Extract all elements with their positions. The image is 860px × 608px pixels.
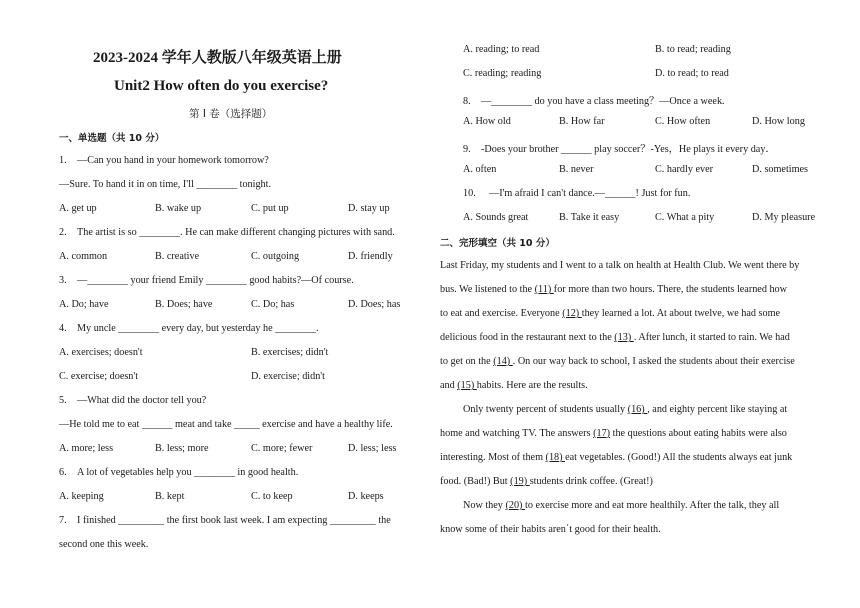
passage-text: to eat and exercise. Everyone [440, 308, 563, 319]
option-b[interactable]: B. to read; reading [655, 44, 731, 55]
option-d[interactable]: D. friendly [348, 251, 393, 262]
option-c[interactable]: C. to keep [251, 491, 293, 502]
question-stem: A lot of vegetables help you ________ in good health. [77, 467, 299, 478]
option-c[interactable]: C. hardly ever [655, 164, 713, 175]
question-1-line2: —Sure. To hand it in on time, I'll ________ tonight. [59, 179, 272, 190]
option-b[interactable]: B. never [559, 164, 594, 175]
passage-text: for more than two hours. There, the students learned how [553, 284, 788, 295]
blank-14[interactable]: (14) [493, 356, 513, 367]
option-b[interactable]: B. kept [155, 491, 185, 502]
passage-line [440, 428, 787, 439]
passage-line: know some of their habits aren΄t good for their health. [440, 524, 661, 535]
option-b[interactable]: B. less; more [155, 443, 209, 454]
option-c[interactable]: C. What a pity [655, 212, 715, 223]
question-number: 7. [59, 515, 67, 526]
question-number: 4. [59, 323, 67, 334]
question-stem: —Can you hand in your homework tomorrow? [77, 155, 269, 166]
blank-19[interactable]: (19) [510, 476, 530, 487]
passage-text: and [440, 380, 458, 391]
option-c[interactable]: C. exercise; doesn't [59, 371, 139, 382]
section1-heading: 一、单选题（共 10 分） [59, 133, 165, 144]
option-a[interactable]: A. common [59, 251, 108, 262]
question-7-line2: second one this week. [59, 539, 149, 550]
option-b[interactable]: B. How far [559, 116, 605, 127]
passage-text: students drink coffee. (Great!) [529, 476, 653, 487]
passage-text: delicious food in the restaurant next to the [440, 332, 615, 343]
option-c[interactable]: C. put up [251, 203, 289, 214]
passage-line [440, 452, 792, 463]
passage-text: to exercise more and eat more healthily. After the talk, they all [524, 500, 780, 511]
passage-text: . After lunch, it started to rain. We had [633, 332, 790, 343]
question-10 [463, 188, 690, 199]
blank-13[interactable]: (13) [614, 332, 634, 343]
blank-17[interactable]: (17) [593, 428, 611, 439]
option-d[interactable]: D. to read; to read [655, 68, 729, 79]
passage-text: to get on the [440, 356, 494, 367]
passage-line: Last Friday, my students and I went to a talk on health at Health Club. We went there by [440, 260, 800, 271]
option-a[interactable]: A. reading; to read [463, 44, 540, 55]
option-b[interactable]: B. creative [155, 251, 200, 262]
question-6 [59, 467, 298, 478]
option-a[interactable]: A. Sounds great [463, 212, 529, 223]
passage-text: . On our way back to school, I asked the students about their exercise [512, 356, 795, 367]
question-4 [59, 323, 319, 334]
paper-title: 2023-2024 学年人教版八年级英语上册 [93, 50, 342, 66]
question-5 [59, 395, 206, 406]
option-a[interactable]: A. How old [463, 116, 511, 127]
passage-text: food. (Bad!) But [440, 476, 511, 487]
question-number: 8. [463, 96, 471, 107]
blank-15[interactable]: (15) [457, 380, 477, 391]
option-d[interactable]: D. keeps [348, 491, 384, 502]
question-number: 6. [59, 467, 67, 478]
option-a[interactable]: A. keeping [59, 491, 104, 502]
option-b[interactable]: B. Does; have [155, 299, 213, 310]
question-stem: -Does your brother ______ play soccer？-Yes，He plays it every day． [481, 144, 776, 155]
passage-text: , and eighty percent like staying at [647, 404, 788, 415]
question-number: 10. [463, 188, 476, 199]
option-c[interactable]: C. more; fewer [251, 443, 313, 454]
passage-line [440, 356, 795, 367]
section2-heading: 二、完形填空（共 10 分） [440, 238, 555, 249]
option-a[interactable]: A. Do; have [59, 299, 109, 310]
blank-16[interactable]: (16) [627, 404, 648, 415]
passage-line [440, 308, 780, 319]
option-a[interactable]: A. get up [59, 203, 97, 214]
option-a[interactable]: A. exercises; doesn't [59, 347, 143, 358]
question-stem: —________ do you have a class meeting？—Once a week. [481, 96, 725, 107]
option-a[interactable]: A. often [463, 164, 497, 175]
passage-line [440, 332, 790, 343]
passage-text: bus. We listened to the [440, 284, 535, 295]
option-d[interactable]: D. My pleasure [752, 212, 816, 223]
blank-11[interactable]: (11) [534, 284, 554, 295]
question-number: 5. [59, 395, 67, 406]
option-d[interactable]: D. exercise; didn't [251, 371, 325, 382]
option-a[interactable]: A. more; less [59, 443, 114, 454]
question-stem: —I'm afraid I can't dance.—______! Just for fun. [489, 188, 691, 199]
question-2 [59, 227, 395, 238]
option-b[interactable]: B. exercises; didn't [251, 347, 329, 358]
passage-text: Now they [463, 500, 506, 511]
question-9 [463, 140, 776, 155]
question-1 [59, 155, 269, 166]
question-stem: My uncle ________ every day, but yesterday he ________. [77, 323, 319, 334]
passage-text: eat vegetables. (Good!) All the students always eat junk [565, 452, 793, 463]
option-d[interactable]: D. stay up [348, 203, 390, 214]
option-d[interactable]: D. How long [752, 116, 805, 127]
option-c[interactable]: C. Do; has [251, 299, 295, 310]
passage-text: habits. Here are the results. [476, 380, 588, 391]
option-b[interactable]: B. Take it easy [559, 212, 620, 223]
question-number: 3. [59, 275, 67, 286]
passage-line [440, 284, 787, 295]
question-stem: —________ your friend Emily ________ good habits?—Of course. [77, 275, 354, 286]
volume-heading: 第 I 卷（选择题） [189, 108, 273, 120]
option-d[interactable]: D. less; less [348, 443, 397, 454]
passage-text: Only twenty percent of students usually [463, 404, 628, 415]
question-number: 9. [463, 144, 471, 155]
option-c[interactable]: C. How often [655, 116, 711, 127]
question-8 [463, 92, 725, 107]
blank-18[interactable]: (18) [545, 452, 566, 463]
option-b[interactable]: B. wake up [155, 203, 202, 214]
passage-line [463, 404, 787, 415]
passage-text: they learned a lot. At about twelve, we had some [581, 308, 781, 319]
passage-line [440, 380, 588, 391]
option-d[interactable]: D. Does; has [348, 299, 401, 310]
blank-12[interactable]: (12) [562, 308, 582, 319]
question-stem: I finished _________ the first book last week. I am expecting _________ the [77, 515, 391, 526]
passage-text: interesting. Most of them [440, 452, 546, 463]
option-c[interactable]: C. outgoing [251, 251, 300, 262]
passage-text: home and watching TV. The answers [440, 428, 594, 439]
question-3 [59, 275, 354, 286]
passage-line [440, 476, 653, 487]
question-stem: The artist is so ________. He can make different changing pictures with sand. [77, 227, 395, 238]
question-number: 2. [59, 227, 67, 238]
question-7 [59, 515, 391, 526]
question-5-line2: —He told me to eat ______ meat and take _____ exercise and have a healthy life. [59, 419, 393, 430]
question-stem: —What did the doctor tell you? [77, 395, 207, 406]
unit-title: Unit2 How often do you exercise? [114, 78, 329, 94]
option-c[interactable]: C. reading; reading [463, 68, 542, 79]
blank-20[interactable]: (20) [505, 500, 525, 511]
passage-text: the questions about eating habits were also [610, 428, 787, 439]
question-number: 1. [59, 155, 67, 166]
passage-line [463, 500, 779, 511]
option-d[interactable]: D. sometimes [752, 164, 809, 175]
